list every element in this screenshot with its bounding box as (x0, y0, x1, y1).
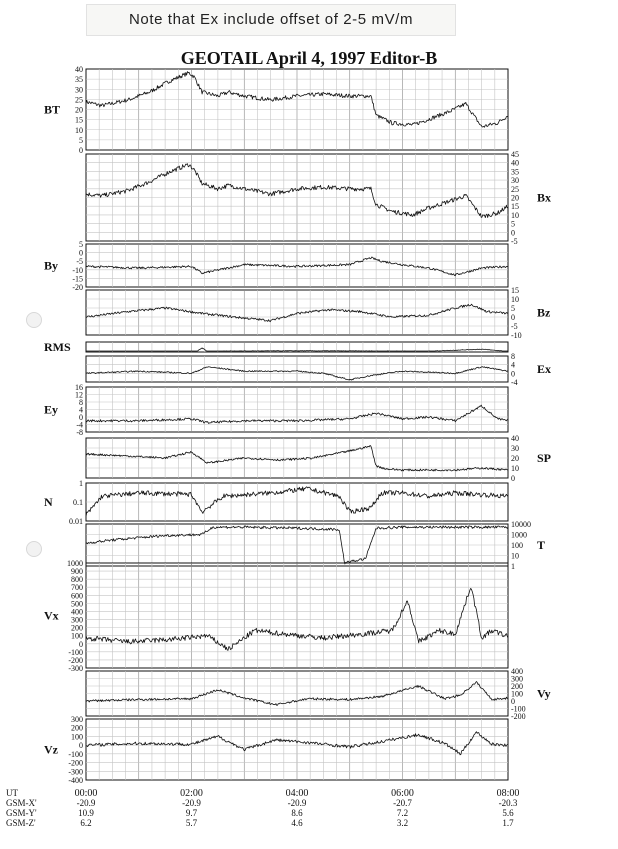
y-tick-label: 25 (75, 95, 83, 105)
footer-value: -20.3 (498, 798, 518, 808)
x-tick-label: 06:00 (391, 788, 414, 799)
y-tick-label: -8 (76, 428, 83, 437)
y-tick-label: 10 (511, 551, 519, 561)
footer-row-label: GSM-X' (6, 798, 37, 808)
y-tick-label: 5 (511, 304, 515, 313)
y-tick-label: -300 (68, 767, 83, 777)
y-tick-label: -5 (511, 237, 518, 246)
y-tick-label: 5 (79, 240, 83, 249)
page-title: GEOTAIL April 4, 1997 Editor-B (180, 48, 438, 68)
y-tick-label: 15 (511, 202, 519, 212)
y-tick-label: 400 (71, 607, 83, 617)
x-tick-label: 02:00 (180, 788, 203, 799)
y-tick-label: 0 (511, 369, 515, 379)
y-tick-label: 0 (79, 639, 83, 649)
y-tick-label: 35 (75, 75, 83, 85)
y-tick-label: -4 (511, 378, 518, 387)
y-tick-label: -400 (68, 776, 83, 785)
footer-value: 8.6 (291, 808, 303, 818)
y-tick-label: 0 (79, 741, 83, 751)
y-tick-label: 10000 (511, 520, 531, 529)
y-tick-label: 0 (511, 228, 515, 238)
y-tick-label: 45 (511, 150, 519, 159)
y-tick-label: -100 (68, 647, 83, 657)
y-tick-label: -200 (68, 655, 83, 665)
x-tick-label: 00:00 (74, 788, 98, 799)
y-tick-label: 40 (511, 434, 519, 443)
y-tick-label: 300 (71, 715, 83, 724)
y-tick-label: 30 (511, 176, 519, 186)
y-tick-label: 600 (71, 591, 83, 601)
y-tick-label: 0 (511, 697, 515, 706)
panel-label: By (44, 258, 59, 273)
footer-value: -20.9 (182, 798, 201, 808)
y-tick-label: 30 (75, 85, 83, 95)
panel-label: Vy (537, 686, 551, 701)
y-tick-label: 16 (75, 383, 83, 392)
y-tick-label: 10 (511, 295, 519, 304)
y-tick-label: -100 (68, 749, 83, 759)
y-tick-label: 10 (75, 125, 83, 135)
y-tick-label: 500 (71, 599, 83, 609)
panel-label: Bz (537, 305, 551, 320)
footer-value: 5.6 (502, 808, 514, 818)
y-tick-label: -4 (76, 420, 83, 430)
y-tick-label: 900 (71, 567, 83, 577)
panel-label: Ex (537, 362, 552, 376)
panel-label: N (44, 495, 53, 509)
y-tick-label: 1000 (67, 559, 83, 568)
y-tick-label: 8 (79, 398, 83, 407)
footer-value: -20.7 (393, 798, 412, 808)
panel-label: T (537, 538, 546, 552)
y-tick-label: 100 (511, 689, 523, 699)
y-tick-label: 700 (71, 583, 83, 593)
y-tick-label: 5 (511, 219, 515, 229)
y-tick-label: 800 (71, 575, 83, 585)
y-tick-label: 40 (511, 158, 519, 168)
y-tick-label: 4 (511, 360, 515, 370)
y-tick-label: -200 (511, 712, 526, 721)
footer-row-label: GSM-Z' (6, 818, 36, 828)
y-tick-label: -5 (76, 257, 83, 267)
footer-value: 3.2 (396, 818, 409, 828)
y-tick-label: 0 (79, 413, 83, 422)
y-tick-label: 200 (511, 682, 523, 691)
y-tick-label: 0.1 (73, 498, 83, 507)
y-tick-label: 30 (511, 444, 519, 453)
x-tick-label: 08:00 (496, 788, 520, 799)
y-tick-label: -10 (511, 331, 522, 340)
y-tick-label: -200 (68, 758, 83, 768)
y-tick-label: 35 (511, 167, 519, 177)
panel-label: Ey (44, 402, 59, 417)
y-tick-label: 0 (511, 313, 515, 322)
panel-label: Vz (44, 742, 58, 757)
y-tick-label: 0 (79, 146, 83, 155)
y-tick-label: 15 (75, 115, 83, 125)
y-tick-label: 1 (511, 562, 515, 571)
footer-row-label: UT (6, 788, 18, 798)
footer-value: 9.7 (185, 808, 198, 818)
y-tick-label: -100 (511, 704, 526, 714)
y-tick-label: 20 (511, 193, 519, 203)
footer-value: 7.2 (396, 808, 409, 818)
y-tick-label: 0.01 (69, 517, 83, 526)
y-tick-label: 0 (79, 248, 83, 258)
y-tick-label: 4 (79, 405, 83, 415)
y-tick-label: 10 (511, 210, 519, 220)
y-tick-label: 25 (511, 184, 519, 194)
y-tick-label: -15 (72, 274, 83, 284)
y-tick-label: 1000 (511, 530, 527, 540)
y-tick-label: 1 (79, 479, 83, 488)
y-tick-label: -10 (72, 265, 83, 275)
footer-value: 1.7 (502, 818, 514, 828)
note-banner: Note that Ex include offset of 2-5 mV/m (86, 4, 456, 36)
footer-value: 6.2 (80, 818, 92, 828)
y-tick-label: 20 (75, 105, 83, 115)
footer-value: -20.9 (76, 798, 96, 808)
y-tick-label: 200 (71, 723, 83, 733)
panel-label: BT (44, 102, 61, 117)
y-tick-label: 300 (511, 674, 523, 684)
y-tick-label: 10 (511, 464, 519, 473)
footer-value: 5.7 (185, 818, 198, 828)
y-tick-label: -300 (68, 664, 83, 673)
footer-value: 4.6 (291, 818, 303, 828)
panel-label: Vx (44, 608, 59, 623)
y-tick-label: 400 (511, 667, 523, 676)
y-tick-label: 15 (511, 286, 519, 295)
panel-label: SP (537, 451, 552, 465)
y-tick-label: 100 (511, 541, 523, 550)
y-tick-label: 0 (511, 474, 515, 483)
y-tick-label: -5 (511, 322, 518, 331)
y-tick-label: 8 (511, 352, 515, 361)
y-tick-label: 5 (79, 135, 83, 145)
y-tick-label: 40 (75, 65, 83, 74)
footer-value: -20.9 (287, 798, 307, 808)
panel-label: RMS (44, 340, 71, 354)
y-tick-label: 300 (71, 615, 83, 625)
y-tick-label: 20 (511, 454, 519, 463)
x-tick-label: 04:00 (285, 788, 309, 799)
y-tick-label: 12 (75, 390, 83, 400)
y-tick-label: -20 (72, 283, 83, 292)
y-tick-label: 200 (71, 623, 83, 633)
footer-value: 10.9 (78, 808, 94, 818)
footer-row-label: GSM-Y' (6, 808, 37, 818)
panel-label: Bx (537, 190, 552, 205)
y-tick-label: 100 (71, 631, 83, 641)
y-tick-label: 100 (71, 732, 83, 742)
